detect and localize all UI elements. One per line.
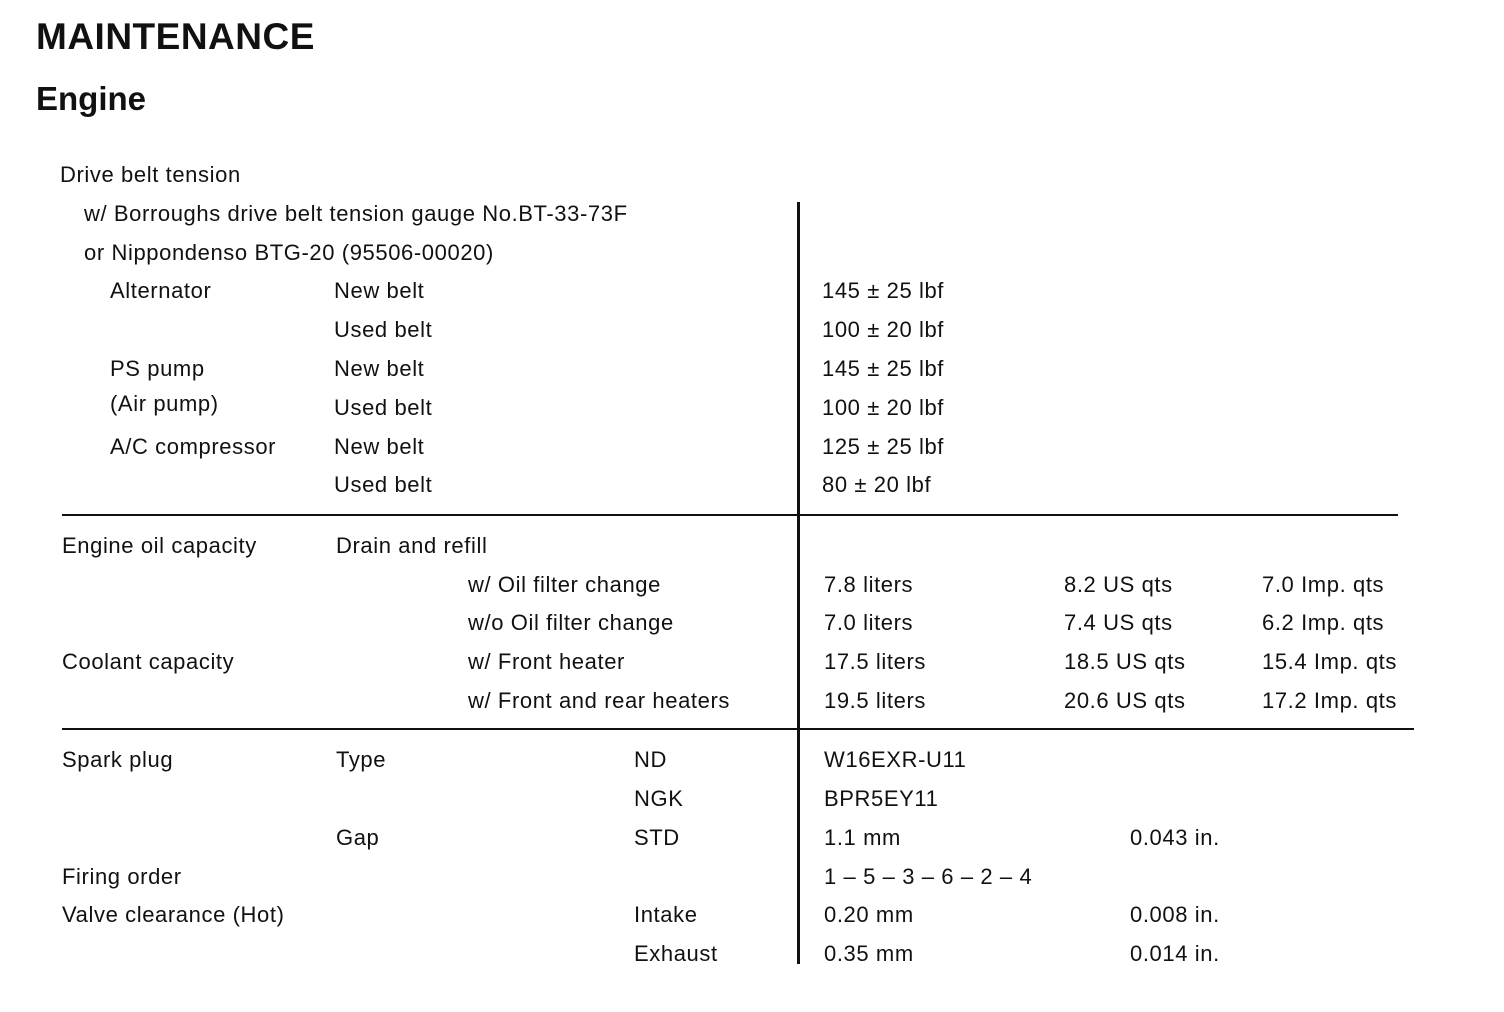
belt-tension-heading: Drive belt tension xyxy=(60,162,241,187)
spark-std-label: STD xyxy=(634,825,680,850)
section-title: Engine xyxy=(36,80,147,117)
section-divider-capacity xyxy=(62,728,1414,730)
spark-gap-in: 0.043 in. xyxy=(1130,825,1220,850)
belt-condition: New belt xyxy=(334,278,425,303)
capacity-us-qts: 18.5 US qts xyxy=(1064,649,1186,674)
spark-ngk-value: BPR5EY11 xyxy=(824,786,939,811)
valve-intake-mm: 0.20 mm xyxy=(824,902,914,927)
valve-exhaust-mm: 0.35 mm xyxy=(824,941,914,966)
belt-value: 100 ± 20 lbf xyxy=(822,395,945,420)
belt-component-sub: (Air pump) xyxy=(110,391,219,416)
firing-order-value: 1 – 5 – 3 – 6 – 2 – 4 xyxy=(824,864,1033,889)
belt-condition: New belt xyxy=(334,434,425,459)
capacity-us-qts: 8.2 US qts xyxy=(1064,572,1173,597)
capacity-condition: w/ Front heater xyxy=(468,649,625,674)
capacity-liters: 7.0 liters xyxy=(824,610,914,635)
gauge-note-1: w/ Borroughs drive belt tension gauge No.BT-33-73F xyxy=(84,201,628,226)
valve-clearance-label: Valve clearance (Hot) xyxy=(62,902,285,927)
capacity-us-qts: 20.6 US qts xyxy=(1064,688,1186,713)
capacity-liters: 19.5 liters xyxy=(824,688,926,713)
section-divider-belt xyxy=(62,514,1398,516)
belt-component: A/C compressor xyxy=(110,434,277,459)
belt-component: Alternator xyxy=(110,278,212,303)
spark-gap-mm: 1.1 mm xyxy=(824,825,901,850)
belt-condition: Used belt xyxy=(334,395,433,420)
column-divider xyxy=(797,202,800,964)
belt-value: 100 ± 20 lbf xyxy=(822,317,945,342)
valve-exhaust-in: 0.014 in. xyxy=(1130,941,1220,966)
spark-ngk-label: NGK xyxy=(634,786,684,811)
coolant-capacity-label: Coolant capacity xyxy=(62,649,235,674)
valve-exhaust-label: Exhaust xyxy=(634,941,718,966)
belt-value: 125 ± 25 lbf xyxy=(822,434,945,459)
capacity-liters: 17.5 liters xyxy=(824,649,926,674)
valve-intake-in: 0.008 in. xyxy=(1130,902,1220,927)
belt-value: 80 ± 20 lbf xyxy=(822,472,932,497)
belt-condition: Used belt xyxy=(334,317,433,342)
belt-value: 145 ± 25 lbf xyxy=(822,278,945,303)
belt-condition: Used belt xyxy=(334,472,433,497)
spark-nd-label: ND xyxy=(634,747,667,772)
page-title: MAINTENANCE xyxy=(36,16,315,57)
oil-capacity-label: Engine oil capacity xyxy=(62,533,257,558)
spark-gap-label: Gap xyxy=(336,825,380,850)
capacity-imp-qts: 15.4 Imp. qts xyxy=(1262,649,1397,674)
valve-intake-label: Intake xyxy=(634,902,698,927)
capacity-condition: w/o Oil filter change xyxy=(468,610,674,635)
belt-value: 145 ± 25 lbf xyxy=(822,356,945,381)
belt-component: PS pump xyxy=(110,356,205,381)
capacity-imp-qts: 17.2 Imp. qts xyxy=(1262,688,1397,713)
spark-type-label: Type xyxy=(336,747,387,772)
capacity-imp-qts: 7.0 Imp. qts xyxy=(1262,572,1385,597)
belt-condition: New belt xyxy=(334,356,425,381)
capacity-liters: 7.8 liters xyxy=(824,572,914,597)
spark-plug-label: Spark plug xyxy=(62,747,174,772)
capacity-imp-qts: 6.2 Imp. qts xyxy=(1262,610,1385,635)
capacity-condition: w/ Oil filter change xyxy=(468,572,661,597)
spark-nd-value: W16EXR-U11 xyxy=(824,747,967,772)
firing-order-label: Firing order xyxy=(62,864,182,889)
oil-method: Drain and refill xyxy=(336,533,488,558)
gauge-note-2: or Nippondenso BTG-20 (95506-00020) xyxy=(84,240,494,265)
capacity-condition: w/ Front and rear heaters xyxy=(468,688,731,713)
capacity-us-qts: 7.4 US qts xyxy=(1064,610,1173,635)
